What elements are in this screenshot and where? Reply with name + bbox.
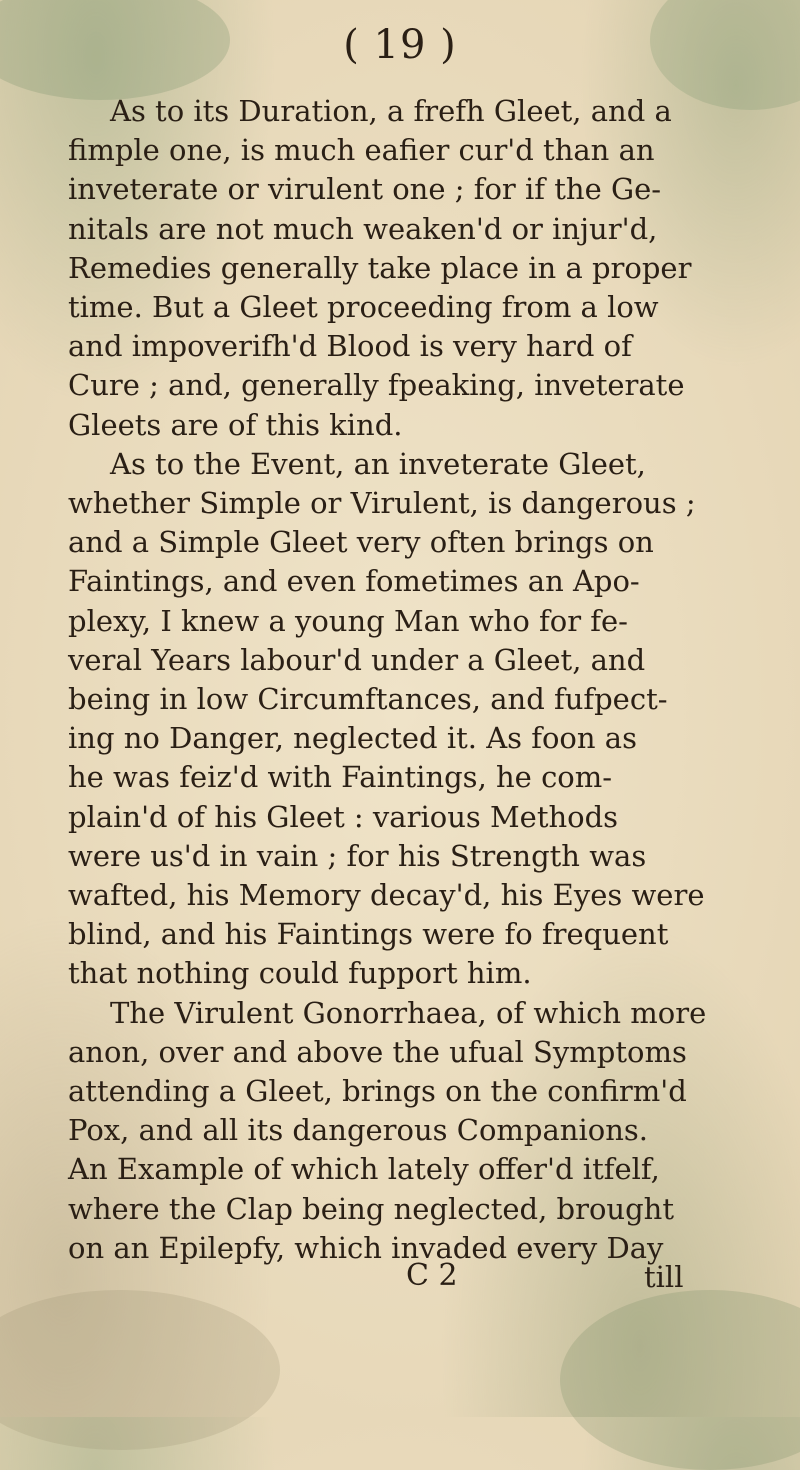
text-line: nitals are not much weaken'd or injur'd, xyxy=(68,211,658,246)
text-line: plexy, I knew a young Man who for fe- xyxy=(68,603,628,638)
body-text xyxy=(40,92,760,1268)
text-line: wafted, his Memory decay'd, his Eyes were xyxy=(68,878,705,913)
signature-mark: C 2 xyxy=(406,1258,458,1293)
text-line: he was feiz'd with Faintings, he com- xyxy=(68,760,613,795)
text-line: plain'd of his Gleet : various Methods xyxy=(68,799,619,834)
text-line: An Example of which lately offer'd itfelf, xyxy=(68,1152,660,1187)
foxing-stain xyxy=(0,1290,280,1450)
text-line: attending a Gleet, brings on the confirm'd xyxy=(68,1074,687,1109)
catchword: till xyxy=(644,1260,684,1294)
text-line: whether Simple or Virulent, is dangerous ; xyxy=(68,486,696,521)
text-line: and impoverifh'd Blood is very hard of xyxy=(68,329,632,364)
text-line: As to its Duration, a frefh Gleet, and a xyxy=(110,94,672,128)
text-line: The Virulent Gonorrhaea, of which more xyxy=(110,995,707,1030)
text-line: As to the Event, an inveterate Gleet, xyxy=(110,446,646,481)
text-line: and a Simple Gleet very often brings on xyxy=(68,525,654,560)
text-line: Gleets are of this kind. xyxy=(68,407,403,442)
foxing-stain xyxy=(560,1290,800,1470)
text-line: fimple one, is much eafier cur'd than an xyxy=(68,133,655,168)
text-line: Remedies generally take place in a proper xyxy=(68,250,692,285)
text-line: time. But a Gleet proceeding from a low xyxy=(68,290,659,325)
text-line: that nothing could fupport him. xyxy=(68,956,532,991)
text-line: Pox, and all its dangerous Companions. xyxy=(68,1113,648,1148)
text-line: anon, over and above the ufual Symptoms xyxy=(68,1034,687,1069)
text-line: ing no Danger, neglected it. As foon as xyxy=(68,721,637,756)
text-line: blind, and his Faintings were fo frequent xyxy=(68,917,669,952)
text-line: Cure ; and, generally fpeaking, inveterate xyxy=(68,368,685,403)
page-footer xyxy=(0,1258,800,1298)
text-line: inveterate or virulent one ; for if the Ge- xyxy=(68,172,662,207)
text-line: where the Clap being neglected, brought xyxy=(68,1191,674,1226)
text-line: Faintings, and even fometimes an Apo- xyxy=(68,564,640,599)
text-line: veral Years labour'd under a Gleet, and xyxy=(68,642,646,677)
text-line: being in low Circumftances, and fufpect- xyxy=(68,682,668,717)
page-number: ( 19 ) xyxy=(343,22,457,68)
text-line: on an Epilepfy, which invaded every Day xyxy=(68,1230,664,1265)
text-line: were us'd in vain ; for his Strength was xyxy=(68,838,647,873)
